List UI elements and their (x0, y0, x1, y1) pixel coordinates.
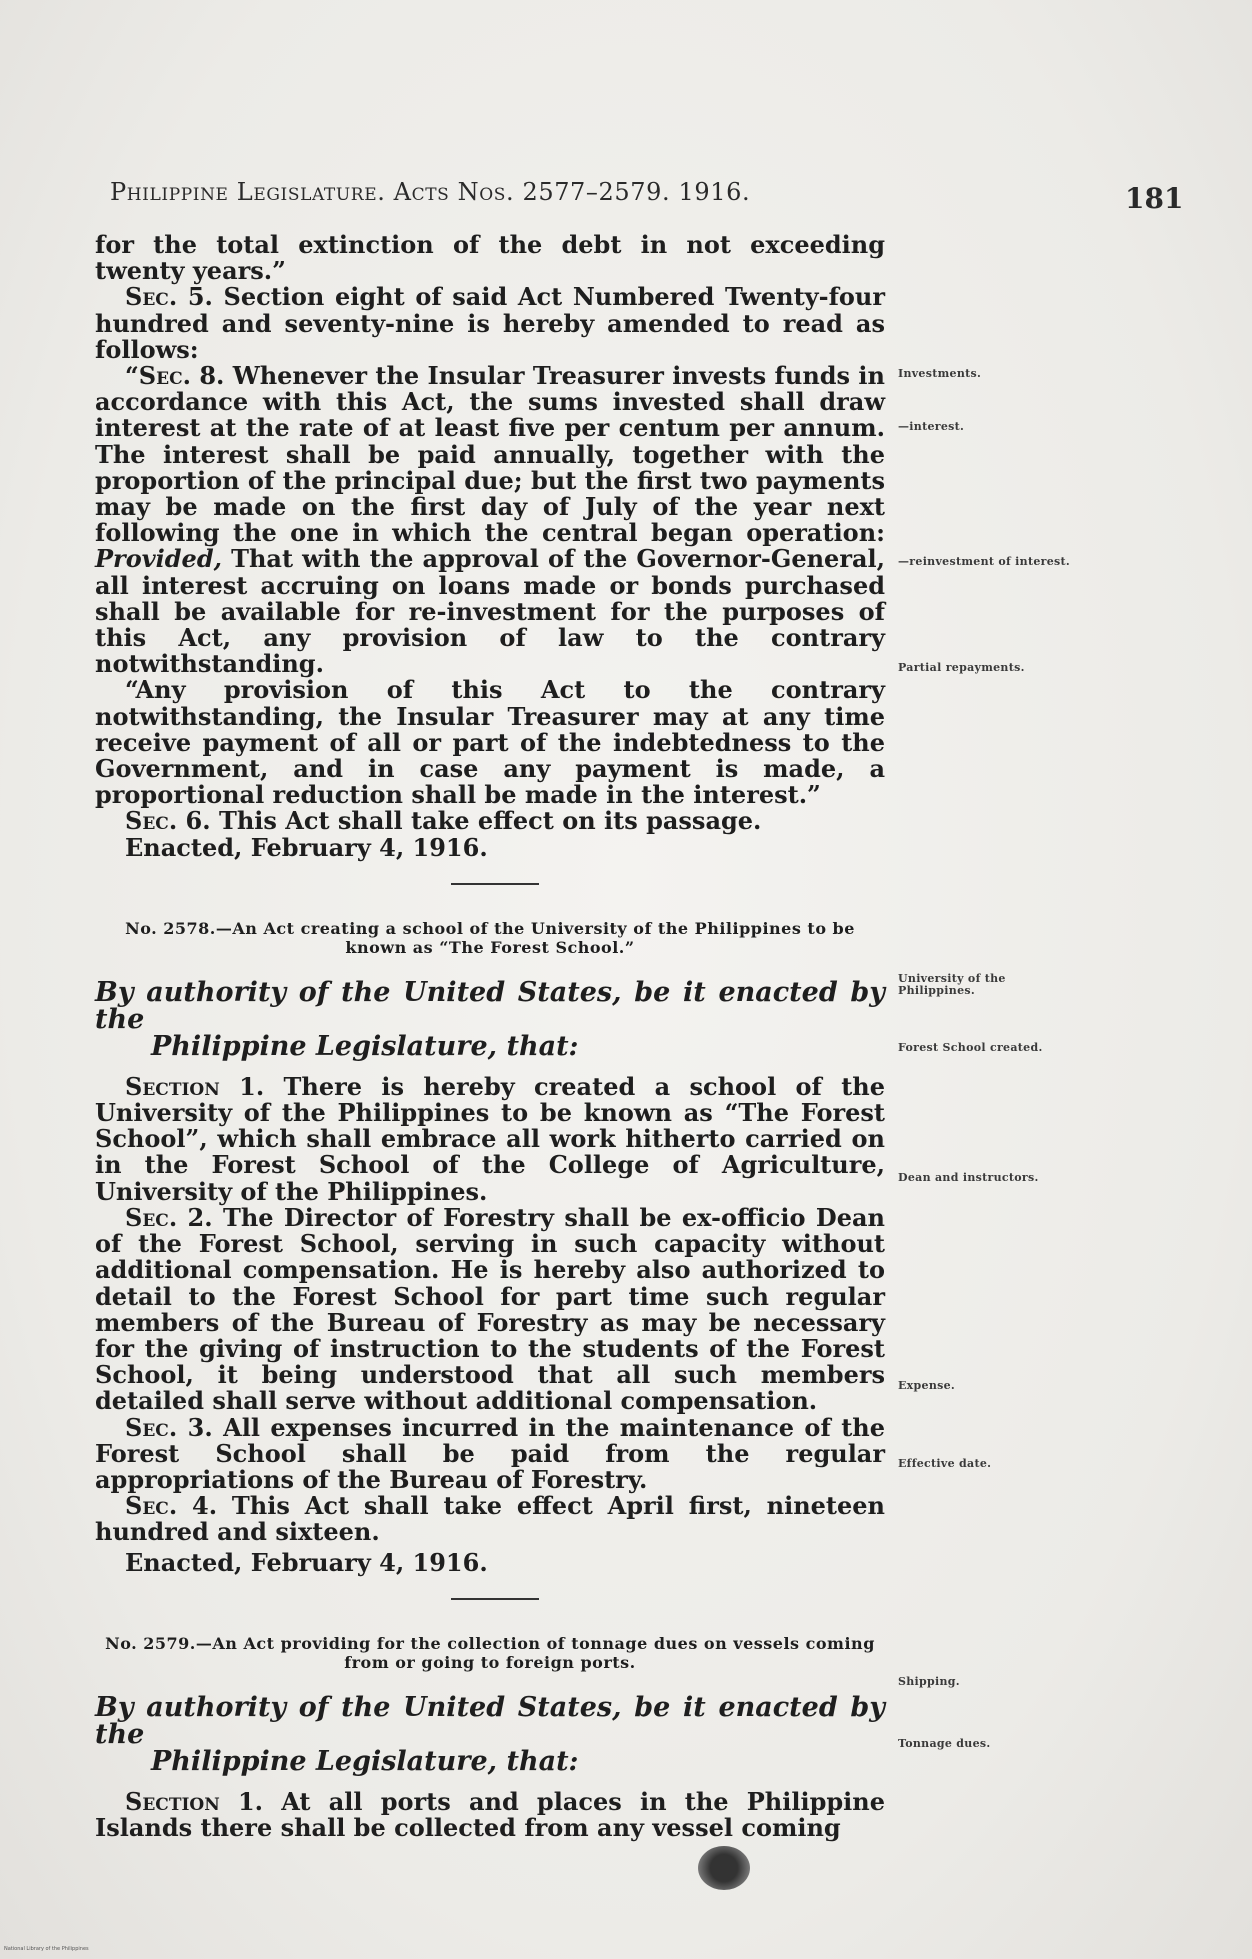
paragraph: “Any provision of this Act to the contrary notwithstanding, the Insular Treasurer may at any time receive payment of all or part of the indebtedness to the Government, and in case any payment is made, a proportional reduction shall be made in the interest.” (95, 675, 885, 810)
enacting-clause: By authority of the United States, be it enacted by the Philippine Legislature, that: (95, 976, 885, 1062)
section-divider (451, 883, 539, 885)
margin-note-dean: Dean and instructors. (898, 1171, 1039, 1184)
act-title-2578: No. 2578.—An Act creating a school of the University of the Philippines to be known as “The Forest School.” (125, 918, 855, 957)
section-2: Sec. 2. The Director of Forestry shall be ex-officio Dean of the Forest School, serving in such capacity without additional compensation. He is hereby also authorized to detail to the Forest School for part time such regular members of the Bureau of Forestry as may be necessary for the giving of instruction to the students of the Forest School, it being understood that all such members detailed shall serve without additional compensation. (95, 1202, 885, 1416)
margin-note-expense: Expense. (898, 1379, 956, 1392)
margin-note-effective-date: Effective date. (898, 1457, 992, 1470)
enacted-date: Enacted, February 4, 1916. (125, 832, 488, 862)
enacted-date: Enacted, February 4, 1916. (125, 1547, 488, 1577)
margin-note-forest-school: Forest School created. (898, 1041, 1043, 1054)
section-divider (451, 1598, 539, 1600)
section-1: Section 1. At all ports and places in the Philippine Islands there shall be collected from any vessel coming (95, 1786, 885, 1842)
running-head: Philippine Legislature. Acts Nos. 2577–2579. 1916. (110, 178, 751, 206)
paragraph: for the total extinction of the debt in not exceeding twenty years.” (95, 230, 885, 286)
section-4: Sec. 4. This Act shall take effect April first, nineteen hundred and sixteen. (95, 1491, 885, 1547)
paragraph: Sec. 6. This Act shall take effect on its passage. (125, 806, 762, 836)
paragraph: “Sec. 8. Whenever the Insular Treasurer invests funds in accordance with this Act, the sums invested shall draw interest at the rate of at least five per centum per annum. The interest shall be paid annually, together with the proportion of the principal due; but the first two payments may be made on the first day of July of the year next following the one in which the central began operation: Provided, That with the approval of the Governor-General, all interest accruing on loans made or bonds purchased shall be available for re-investment for the purposes of this Act, any provision of law to the contrary notwithstanding. (95, 361, 885, 679)
page-number: 181 (1125, 182, 1184, 215)
margin-note-shipping: Shipping. (898, 1675, 960, 1688)
ink-blot (698, 1846, 750, 1890)
margin-note-investments: Investments. (898, 367, 982, 380)
page-body (95, 232, 885, 1841)
margin-note-partial-repayments: Partial repayments. (898, 661, 1025, 674)
act-title-2579: No. 2579.—An Act providing for the collection of tonnage dues on vessels coming from or going to foreign ports. (105, 1633, 875, 1672)
margin-note-interest: —interest. (898, 420, 965, 433)
margin-note-reinvestment: —reinvestment of interest. (898, 555, 1071, 568)
margin-note-tonnage-dues: Tonnage dues. (898, 1737, 991, 1750)
paragraph: Sec. 5. Section eight of said Act Numbered Twenty-four hundred and seventy-nine is hereby amended to read as follows: (95, 282, 885, 364)
margin-note-university: University of the Philippines. (898, 972, 1006, 997)
enacting-clause: By authority of the United States, be it enacted by the Philippine Legislature, that: (95, 1691, 885, 1777)
section-1: Section 1. There is hereby created a school of the University of the Philippines to be known as “The Forest School”, which shall embrace all work hitherto carried on in the Forest School of the College of Agriculture, University of the Philippines. (95, 1071, 885, 1206)
library-stamp: National Library of the Philippines (4, 1946, 89, 1952)
section-3: Sec. 3. All expenses incurred in the maintenance of the Forest School shall be paid from the regular appropriations of the Bureau of Forestry. (95, 1412, 885, 1494)
